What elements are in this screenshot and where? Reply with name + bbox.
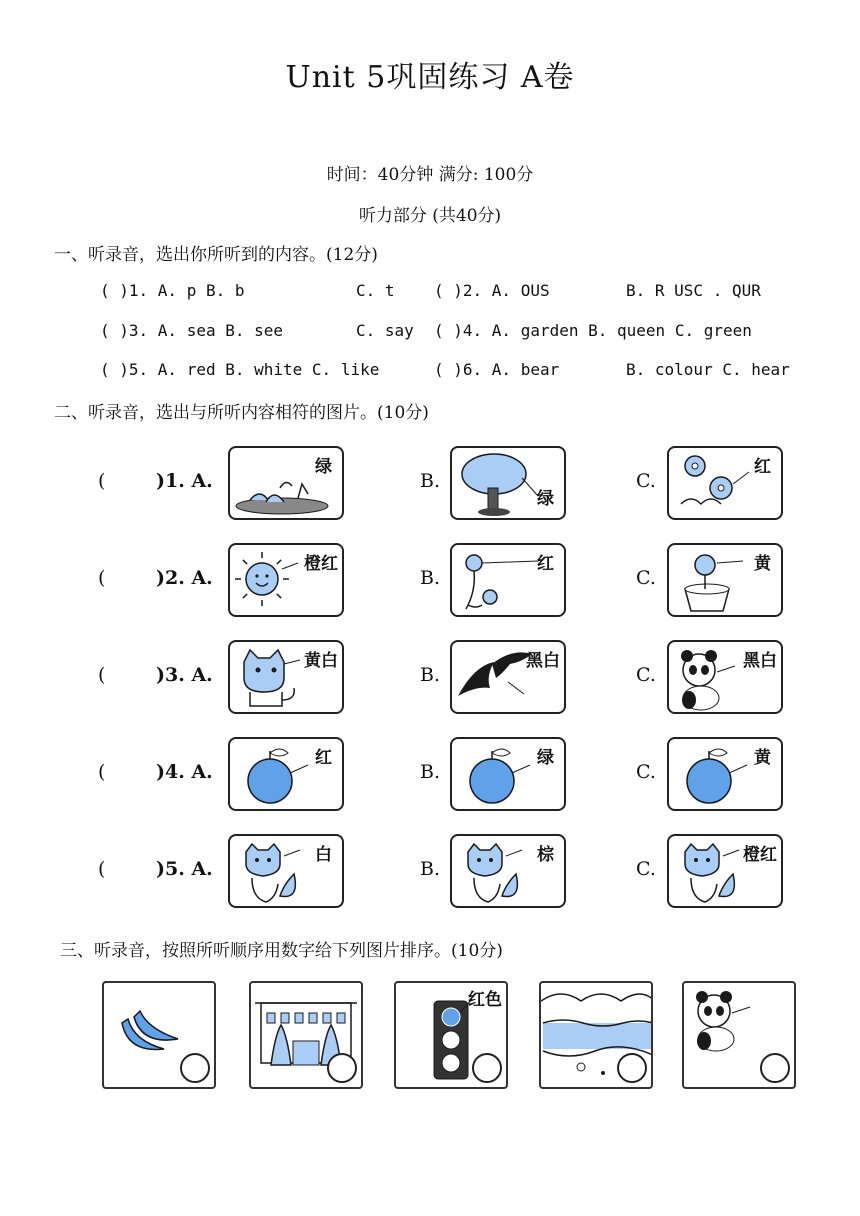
answer-paren-open: ( xyxy=(98,567,106,589)
option-b-label: B. xyxy=(420,470,441,492)
order-card-sea[interactable] xyxy=(539,981,653,1089)
time-info: 时间：40分钟 满分: 100分 xyxy=(326,165,534,185)
s1-row1-col2: C. t xyxy=(356,281,395,300)
section1-heading: 一、听录音，选出你所听到的内容。(12分) xyxy=(54,245,378,265)
question-1-label: )1. A. xyxy=(156,470,213,492)
color-label: 黄 xyxy=(754,748,771,768)
option-c-label: C. xyxy=(636,664,656,686)
section3-heading: 三、听录音，按照所听顺序用数字给下列图片排序。(10分) xyxy=(60,941,503,961)
option-card-sun[interactable] xyxy=(228,543,344,617)
answer-paren-open: ( xyxy=(98,858,106,880)
order-number-circle[interactable] xyxy=(617,1053,647,1083)
order-card-school-building[interactable] xyxy=(249,981,363,1089)
order-number-circle[interactable] xyxy=(180,1053,210,1083)
s1-row2-col3: ( )4. A. garden B. queen C. green xyxy=(434,321,752,340)
order-card-panda[interactable] xyxy=(682,981,796,1089)
s1-row1-col3: ( )2. A. OUS xyxy=(434,281,550,300)
s1-row-3 xyxy=(100,360,820,380)
order-card-traffic-light[interactable] xyxy=(394,981,508,1089)
option-c-label: C. xyxy=(636,858,656,880)
option-card-tree[interactable] xyxy=(450,446,566,520)
option-card-panda[interactable] xyxy=(667,640,783,714)
order-number-circle[interactable] xyxy=(472,1053,502,1083)
color-label: 绿 xyxy=(537,748,554,768)
color-label: 绿 xyxy=(537,489,554,509)
color-label: 黄白 xyxy=(304,651,338,671)
s1-row3-col3: ( )6. A. bear xyxy=(434,360,560,379)
s1-row2-col1: ( )3. A. sea B. see xyxy=(100,321,284,340)
listening-header: 听力部分 (共40分) xyxy=(358,206,502,226)
option-card-fox[interactable] xyxy=(450,834,566,908)
question-2-label: )2. A. xyxy=(156,567,213,589)
order-number-circle[interactable] xyxy=(760,1053,790,1083)
s1-row-2 xyxy=(100,321,820,341)
option-card-apple[interactable] xyxy=(228,737,344,811)
option-c-label: C. xyxy=(636,761,656,783)
option-card-grass[interactable] xyxy=(228,446,344,520)
option-card-fox[interactable] xyxy=(667,834,783,908)
color-label: 红色 xyxy=(468,990,502,1010)
answer-paren-open: ( xyxy=(98,664,106,686)
order-number-circle[interactable] xyxy=(327,1053,357,1083)
option-card-flower-pot[interactable] xyxy=(667,543,783,617)
question-3-label: )3. A. xyxy=(156,664,213,686)
question-5-label: )5. A. xyxy=(156,858,213,880)
option-b-label: B. xyxy=(420,761,441,783)
option-b-label: B. xyxy=(420,664,441,686)
option-c-label: C. xyxy=(636,567,656,589)
color-label: 绿 xyxy=(315,457,332,477)
color-label: 红 xyxy=(754,457,771,477)
option-b-label: B. xyxy=(420,567,441,589)
section2-heading: 二、听录音，选出与所听内容相符的图片。(10分) xyxy=(54,403,429,423)
order-card-bananas[interactable] xyxy=(102,981,216,1089)
question-4-label: )4. A. xyxy=(156,761,213,783)
option-card-fox[interactable] xyxy=(228,834,344,908)
s1-row1-col4: B. R USC . QUR xyxy=(626,281,761,300)
color-label: 黑白 xyxy=(526,651,560,671)
s1-row3-col4: B. colour C. hear xyxy=(626,360,790,379)
option-card-apple[interactable] xyxy=(450,737,566,811)
color-label: 红 xyxy=(537,554,554,574)
answer-paren-open: ( xyxy=(98,761,106,783)
s1-row1-col1: ( )1. A. p B. b xyxy=(100,281,245,300)
s1-row3-col1: ( )5. A. red B. white C. like xyxy=(100,360,380,379)
color-label: 黄 xyxy=(754,554,771,574)
color-label: 白 xyxy=(315,845,332,865)
s1-row2-col2: C. say xyxy=(356,321,414,340)
color-label: 棕 xyxy=(537,845,554,865)
color-label: 黑白 xyxy=(743,651,777,671)
option-card-apple[interactable] xyxy=(667,737,783,811)
option-card-flowers-small[interactable] xyxy=(450,543,566,617)
page-title: Unit 5巩固练习 A卷 xyxy=(285,60,575,95)
color-label: 橙红 xyxy=(304,554,338,574)
option-card-flowers[interactable] xyxy=(667,446,783,520)
s1-row-1 xyxy=(100,281,820,301)
color-label: 橙红 xyxy=(743,845,777,865)
option-b-label: B. xyxy=(420,858,441,880)
option-card-swallow[interactable] xyxy=(450,640,566,714)
option-c-label: C. xyxy=(636,470,656,492)
option-card-cat[interactable] xyxy=(228,640,344,714)
color-label: 红 xyxy=(315,748,332,768)
answer-paren-open: ( xyxy=(98,470,106,492)
